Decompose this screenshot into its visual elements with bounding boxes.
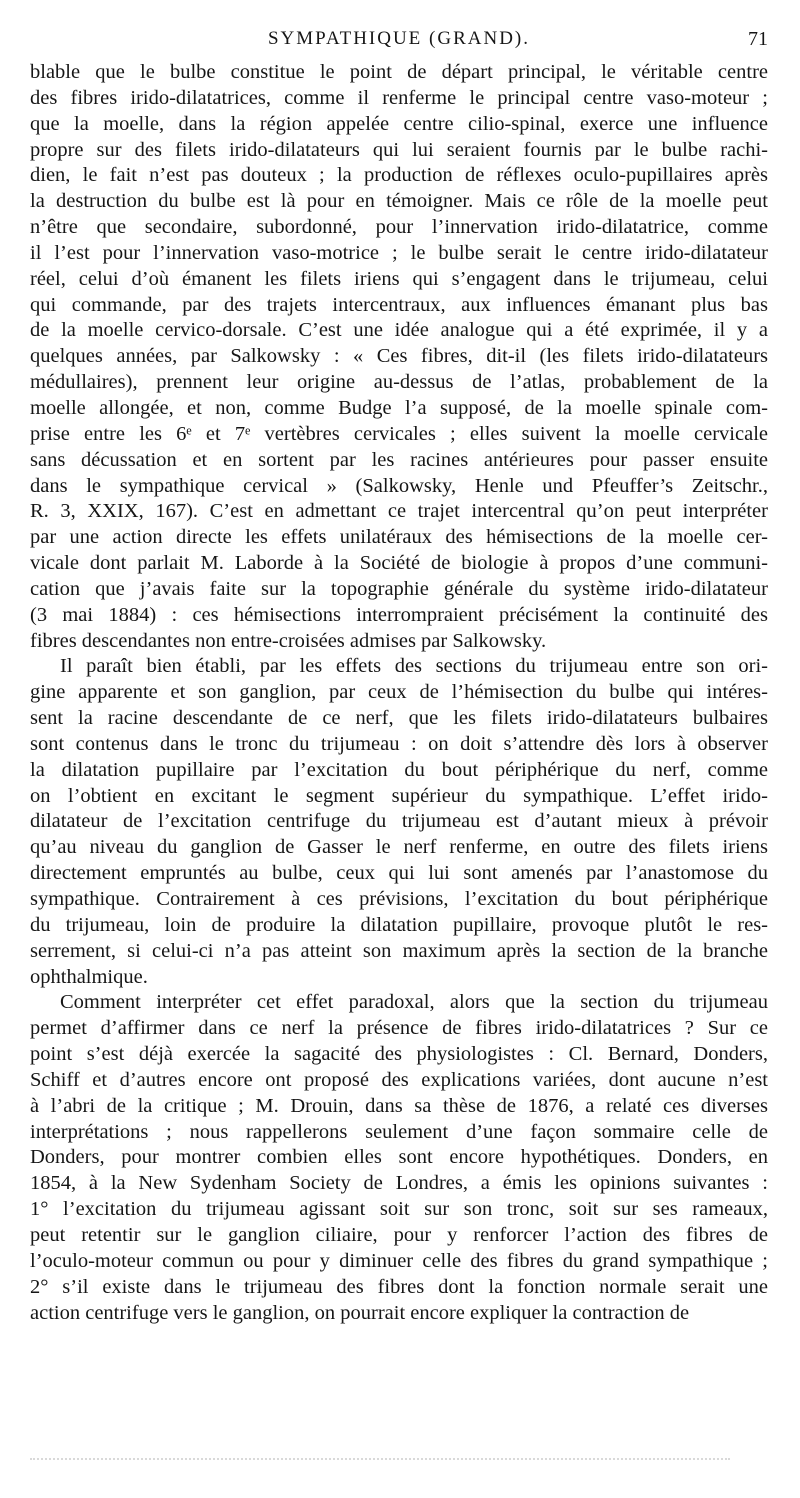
text-line: du trijumeau, loin de produire la dilatation pupillaire, provoque plutôt le res-	[30, 913, 768, 936]
document-page	[30, 22, 768, 1326]
text-line: blable que le bulbe constitue le point de départ principal, le véritable centre	[30, 61, 768, 83]
text-line: permet d’affirmer dans ce nerf la présence de fibres irido-dilatatrices ? Sur ce	[30, 1017, 768, 1040]
text-line: directement empruntés au bulbe, ceux qui lui sont amenés par l’anastomose du	[30, 862, 768, 885]
text-line: point s’est déjà exercée la sagacité des physiologistes : Cl. Bernard, Donders,	[30, 1043, 768, 1066]
text-line: serrement, si celui-ci n’a pas atteint son maximum après la section de la branche	[30, 939, 768, 962]
page-header	[30, 22, 768, 58]
text-line: des fibres irido-dilatatrices, comme il renferme le principal centre vaso-moteur ;	[30, 86, 768, 109]
text-line: Il paraît bien établi, par les effets des sections du trijumeau entre son ori-	[60, 655, 768, 678]
text-line: qu’au niveau du ganglion de Gasser le nerf renferme, en outre des filets iriens	[30, 836, 768, 859]
text-line: quelques années, par Salkowsky : « Ces fibres, dit-il (les filets irido-dilatateurs	[30, 345, 768, 368]
text-line: fibres descendantes non entre-croisées admises par Salkowsky.	[30, 629, 547, 652]
text-line: il l’est pour l’innervation vaso-motrice ; le bulbe serait le centre irido-dilatateur	[30, 241, 768, 264]
text-line: par une action directe les effets unilatéraux des hémisections de la moelle cer-	[30, 526, 768, 549]
text-line: dilatateur de l’excitation centrifuge du trijumeau est d’autant mieux à prévoir	[30, 810, 768, 833]
text-line: peut retentir sur le ganglion ciliaire, pour y renforcer l’action des fibres de	[30, 1223, 768, 1246]
text-line: l’oculo-moteur commun ou pour y diminuer celle des fibres du grand sympathique ;	[30, 1249, 768, 1272]
text-line: prise entre les 6ᵉ et 7ᵉ vertèbres cervicales ; elles suivent la moelle cervicale	[30, 422, 768, 445]
text-line: n’être que secondaire, subordonné, pour l’innervation irido-dilatatrice, comme	[30, 216, 768, 239]
text-line: ophthalmique.	[30, 965, 148, 988]
text-line: moelle allongée, et non, comme Budge l’a supposé, de la moelle spinale com-	[30, 396, 768, 419]
text-line: que la moelle, dans la région appelée centre cilio-spinal, exerce une influence	[30, 112, 768, 135]
text-line: dans le sympathique cervical » (Salkowsky, Henle und Pfeuffer’s Zeitschr.,	[30, 474, 768, 497]
text-line: sont contenus dans le tronc du trijumeau : on doit s’attendre dès lors à observer	[30, 732, 768, 755]
text-line: réel, celui d’où émanent les filets iriens qui s’engagent dans le trijumeau, celui	[30, 267, 768, 290]
text-line: action centrifuge vers le ganglion, on pourrait encore expliquer la contraction de	[30, 1301, 690, 1324]
text-line: on l’obtient en excitant le segment supérieur du sympathique. L’effet irido-	[30, 784, 768, 807]
text-line: (3 mai 1884) : ces hémisections interrompraient précisément la continuité des	[30, 603, 768, 626]
text-line: propre sur des filets irido-dilatateurs qui lui seraient fournis par le bulbe rachi-	[30, 138, 768, 161]
text-line: Schiff et d’autres encore ont proposé des explications variées, dont aucune n’est	[30, 1068, 768, 1091]
page-number: 71	[748, 28, 768, 50]
text-line: de la moelle cervico-dorsale. C’est une idée analogue qui a été exprimée, il y a	[30, 319, 768, 342]
text-line: 1° l’excitation du trijumeau agissant soit sur son tronc, soit sur ses rameaux,	[30, 1198, 768, 1221]
text-line: interprétations ; nous rappellerons seulement d’une façon sommaire celle de	[30, 1120, 768, 1143]
text-line: R. 3, XXIX, 167). C’est en admettant ce trajet intercentral qu’on peut interpréter	[30, 500, 768, 523]
text-line: la destruction du bulbe est là pour en témoigner. Mais ce rôle de la moelle peut	[30, 190, 768, 213]
body-text	[30, 60, 768, 1326]
footer-rule	[30, 1458, 730, 1466]
text-line: qui commande, par des trajets intercentraux, aux influences émanant plus bas	[30, 293, 768, 316]
text-line: gine apparente et son ganglion, par ceux de l’hémisection du bulbe qui intéres-	[30, 681, 768, 704]
text-line: à l’abri de la critique ; M. Drouin, dans sa thèse de 1876, a relaté ces diverses	[30, 1094, 768, 1117]
text-line: 2° s’il existe dans le trijumeau des fibres dont la fonction normale serait une	[30, 1275, 768, 1298]
text-line: médullaires), prennent leur origine au-dessus de l’atlas, probablement de la	[30, 371, 768, 394]
text-line: sympathique. Contrairement à ces prévisions, l’excitation du bout périphérique	[30, 888, 768, 910]
text-line: cation que j’avais faite sur la topographie générale du système irido-dilatateur	[30, 577, 768, 600]
text-line: sans décussation et en sortent par les racines antérieures pour passer ensuite	[30, 448, 768, 471]
text-line: Comment interpréter cet effet paradoxal, alors que la section du trijumeau	[60, 991, 768, 1014]
text-line: la dilatation pupillaire par l’excitation du bout périphérique du nerf, comme	[30, 758, 768, 781]
text-line: Donders, pour montrer combien elles sont encore hypothétiques. Donders, en	[30, 1146, 768, 1169]
running-title: SYMPATHIQUE (GRAND).	[267, 28, 531, 49]
text-line: vicale dont parlait M. Laborde à la Société de biologie à propos d’une communi-	[30, 552, 768, 575]
text-line: dien, le fait n’est pas douteux ; la production de réflexes oculo-pupillaires après	[30, 164, 768, 187]
text-line: sent la racine descendante de ce nerf, que les filets irido-dilatateurs bulbaires	[30, 707, 768, 730]
text-line: 1854, à la New Sydenham Society de Londres, a émis les opinions suivantes :	[30, 1172, 768, 1195]
